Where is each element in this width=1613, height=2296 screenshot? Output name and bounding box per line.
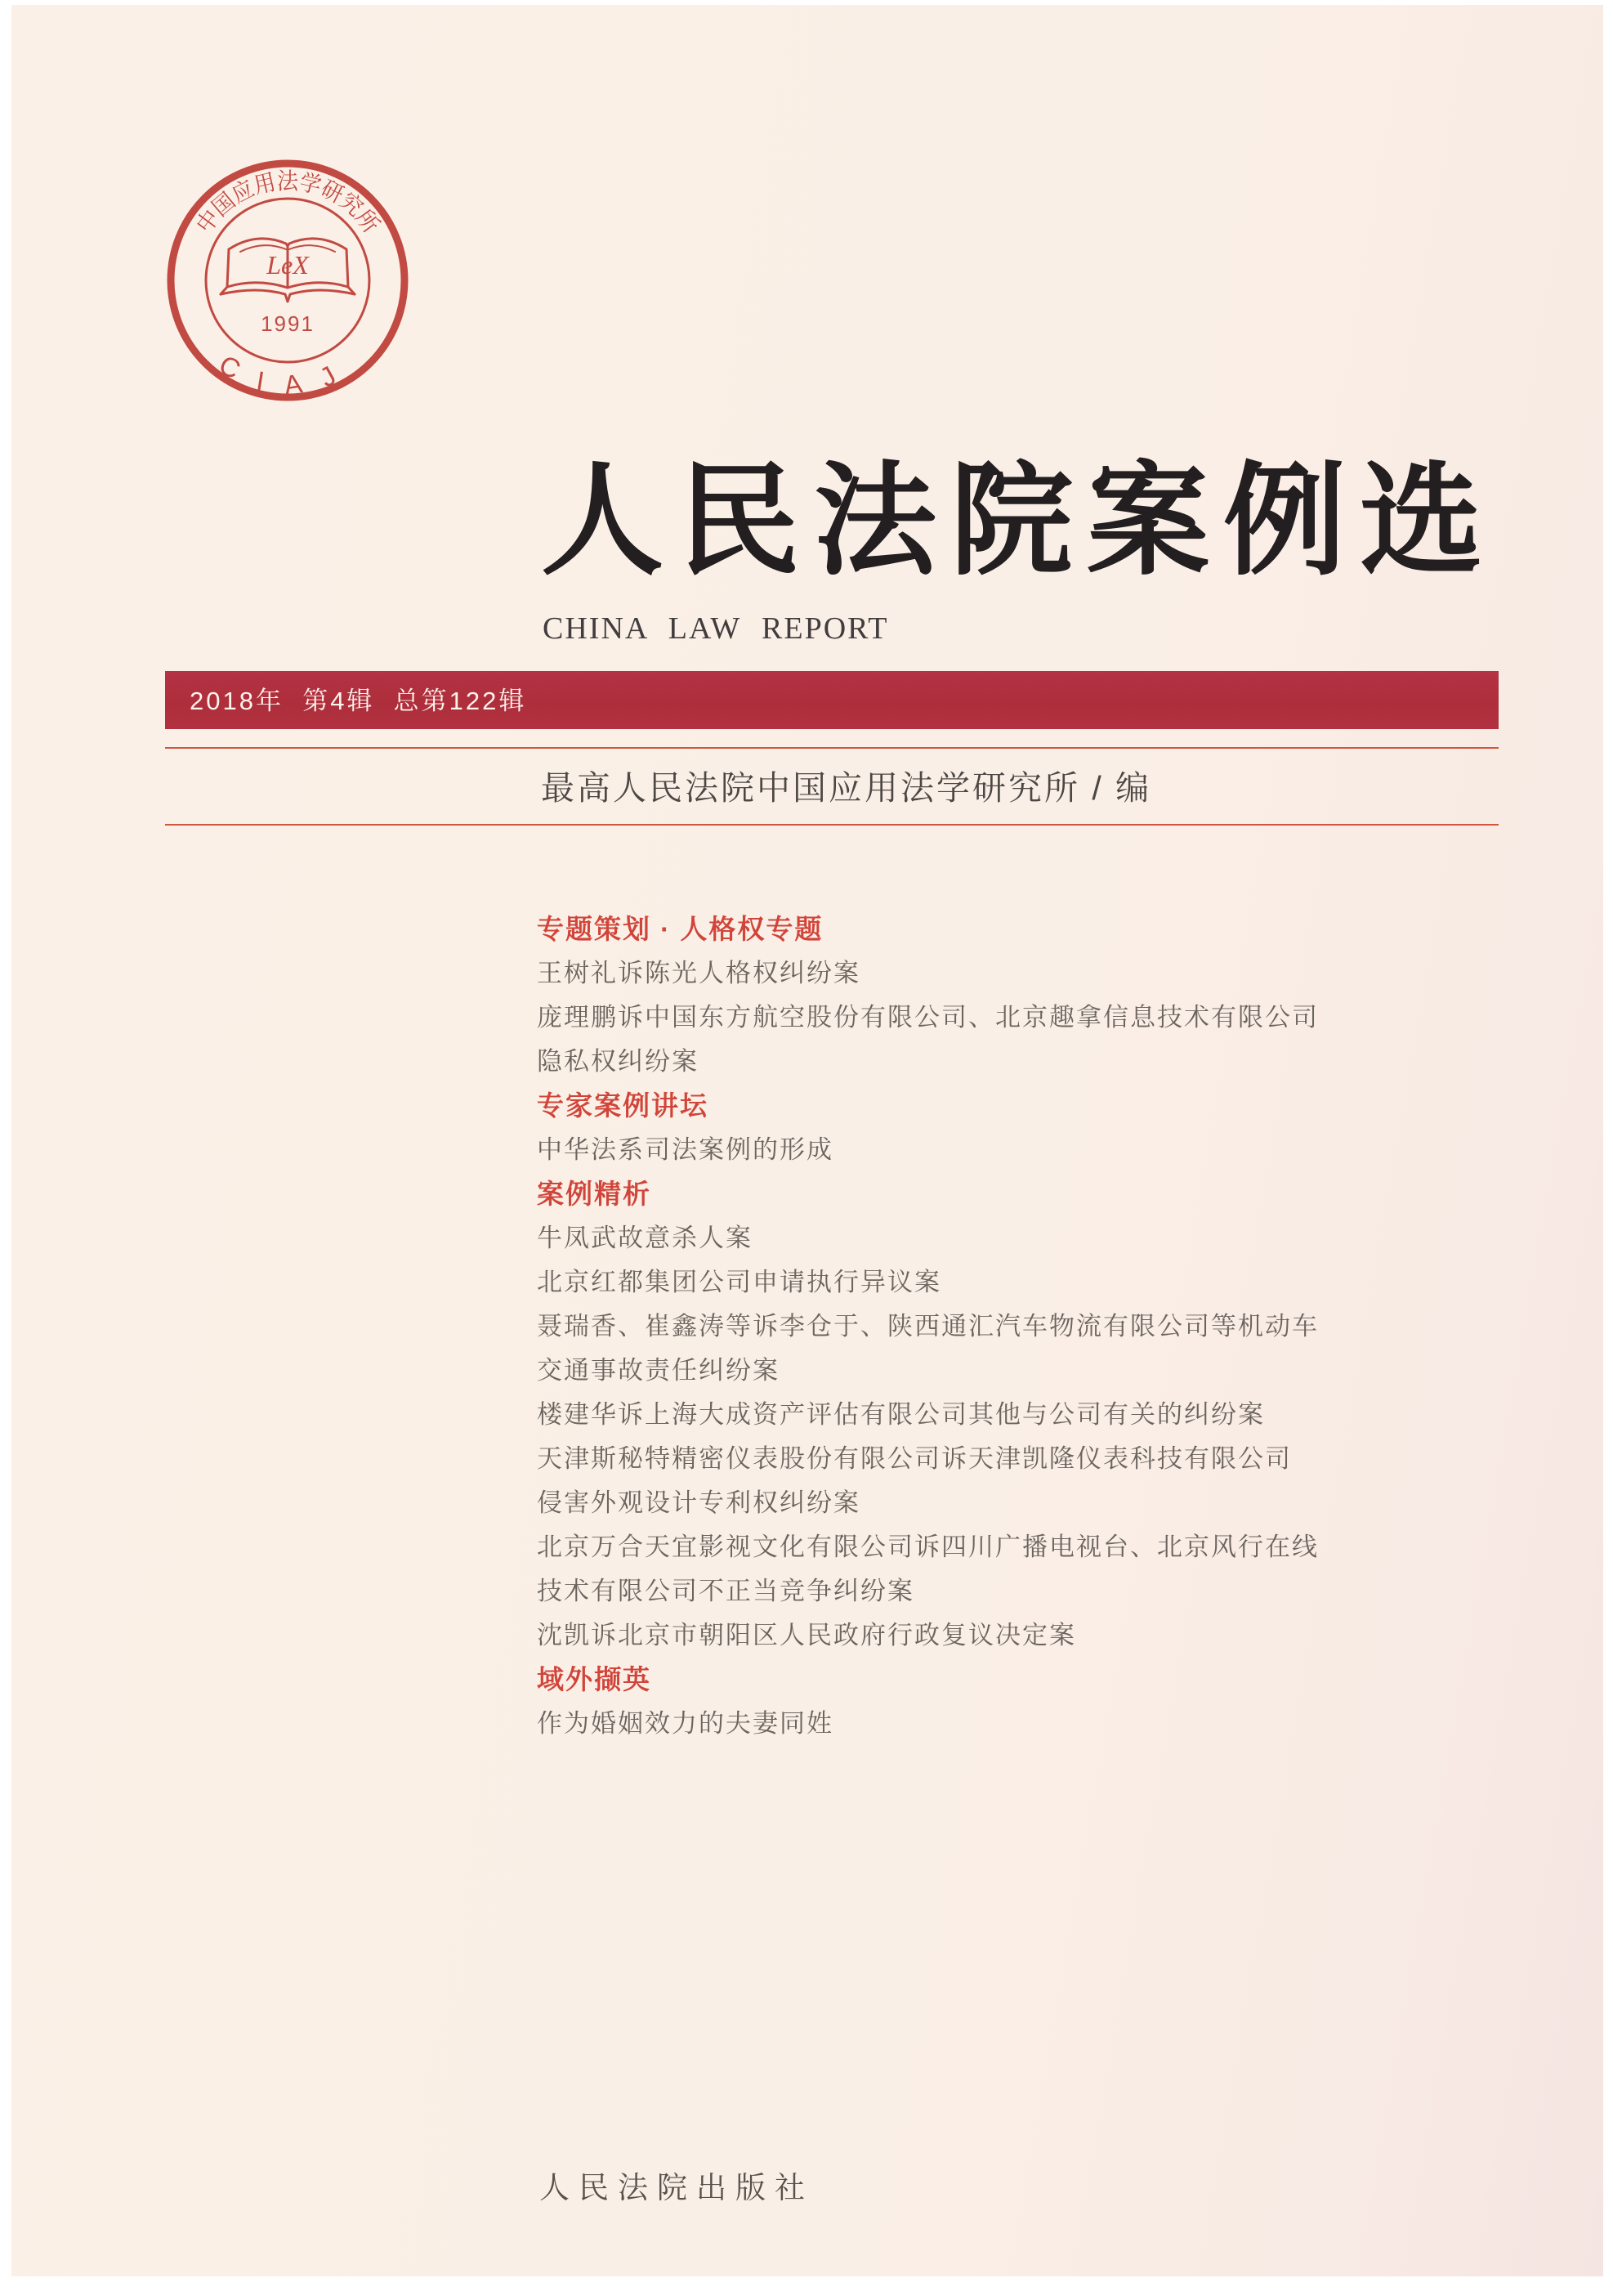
edition-banner (165, 671, 1499, 729)
toc-item: 交通事故责任纠纷案 (537, 1356, 780, 1385)
cover-background (11, 5, 1603, 2276)
toc-item: 牛凤武故意杀人案 (537, 1224, 753, 1252)
toc-item: 聂瑞香、崔鑫涛等诉李仓于、陕西通汇汽车物流有限公司等机动车 (537, 1312, 1319, 1340)
toc-section-heading: 案例精析 (537, 1179, 651, 1209)
toc-item: 天津斯秘特精密仪表股份有限公司诉天津凯隆仪表科技有限公司 (537, 1444, 1292, 1473)
toc-item: 作为婚姻效力的夫妻同姓 (537, 1709, 833, 1738)
divider-rule-bottom (165, 824, 1499, 826)
toc-item: 楼建华诉上海大成资产评估有限公司其他与公司有关的纠纷案 (537, 1400, 1265, 1429)
book-title: 人民法院案例选 (541, 452, 1497, 589)
toc-item: 庞理鹏诉中国东方航空股份有限公司、北京趣拿信息技术有限公司 (537, 1003, 1319, 1032)
toc-item: 北京红都集团公司申请执行异议案 (537, 1268, 941, 1296)
toc-section-heading: 域外撷英 (537, 1664, 651, 1694)
toc-section-heading: 专题策划 · 人格权专题 (537, 914, 824, 944)
toc-item: 北京万合天宜影视文化有限公司诉四川广播电视台、北京风行在线 (537, 1533, 1319, 1561)
seal-institute-arc-text: 中国应用法学研究所 (191, 168, 386, 239)
editor-line: 最高人民法院中国应用法学研究所 / 编 (541, 769, 1152, 807)
seal-svg (165, 158, 410, 403)
seal-year-label: 1991 (261, 311, 315, 336)
toc-item: 技术有限公司不正当竞争纠纷案 (537, 1577, 914, 1605)
divider-rule-top (165, 747, 1499, 749)
toc-item: 侵害外观设计专利权纠纷案 (537, 1488, 860, 1517)
toc-section-heading: 专家案例讲坛 (537, 1090, 708, 1121)
edition-banner-text: 2018年 第4辑 总第122辑 (190, 687, 527, 715)
table-of-contents (537, 907, 1319, 1746)
institute-seal-logo (165, 158, 410, 403)
toc-item: 隐私权纠纷案 (537, 1047, 699, 1076)
toc-item: 中华法系司法案例的形成 (537, 1135, 833, 1164)
publisher-name: 人民法院出版社 (539, 2172, 814, 2205)
book-subtitle-english: CHINA LAW REPORT (543, 611, 889, 646)
toc-item: 沈凯诉北京市朝阳区人民政府行政复议决定案 (537, 1621, 1076, 1649)
seal-lex-label: LeX (266, 250, 309, 280)
toc-item: 王树礼诉陈光人格权纠纷案 (537, 959, 860, 987)
seal-acronym-arc-text: CIAJ (214, 348, 361, 401)
